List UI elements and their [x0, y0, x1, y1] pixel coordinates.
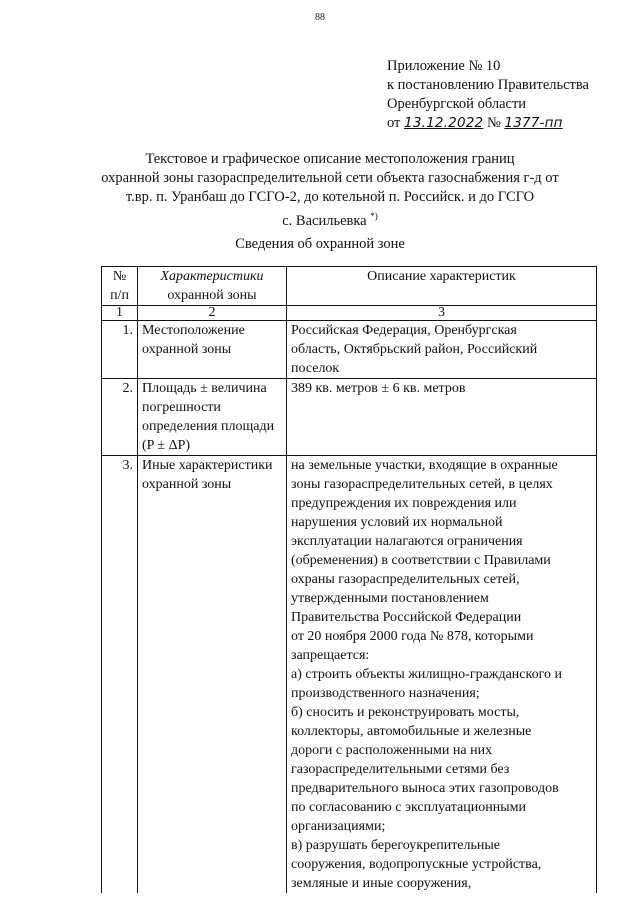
- desc-line: Российская Федерация, Оренбургская: [291, 323, 517, 338]
- desc-line: охраны газораспределительных сетей,: [291, 572, 520, 587]
- col-number-1: 1: [102, 306, 138, 321]
- desc-line: в) разрушать берегоукрепительные: [291, 838, 501, 853]
- desc-line: сооружения, водопропускные устройства,: [291, 857, 542, 872]
- desc-line: газораспределительными сетями без: [291, 762, 510, 777]
- header-characteristics: [138, 267, 287, 306]
- table-row: [102, 321, 597, 379]
- appendix-block: [387, 57, 627, 133]
- char-line: погрешности: [142, 400, 221, 415]
- title-line-4: [80, 207, 580, 231]
- page-number: 88: [315, 12, 325, 23]
- row-number: 3.: [102, 456, 138, 894]
- col-number-2: 2: [138, 306, 287, 321]
- desc-line: предупреждения их повреждения или: [291, 496, 517, 511]
- header-description: Описание характеристик: [287, 267, 597, 306]
- char-line: охранной зоны: [142, 477, 232, 492]
- desc-line: утвержденными постановлением: [291, 591, 489, 606]
- desc-line: запрещается:: [291, 648, 370, 663]
- header-num-line-2: п/п: [110, 288, 129, 303]
- col-number-3: 3: [287, 306, 597, 321]
- char-line: Иные характеристики: [142, 458, 273, 473]
- row-characteristic: [138, 456, 287, 894]
- row-characteristic: [138, 321, 287, 379]
- appendix-date: 13.12.2022: [404, 115, 484, 131]
- char-line: охранной зоны: [142, 342, 232, 357]
- title-line-2: охранной зоны газораспределительной сети объекта газоснабжения г-д от: [101, 170, 559, 186]
- row-number: 2.: [102, 379, 138, 456]
- char-line: Площадь ± величина: [142, 381, 267, 396]
- desc-line: дороги с расположенными на них: [291, 743, 493, 758]
- title-line-3: т.вр. п. Уранбаш до ГСГО-2, до котельной п. Российск. и до ГСГО: [125, 189, 535, 205]
- desc-line: от 20 ноября 2000 года № 878, которыми: [291, 629, 534, 644]
- document-title: [80, 150, 580, 231]
- row-description: [287, 379, 597, 456]
- char-line: (P ± ΔP): [142, 438, 191, 453]
- title-line-1: Текстовое и графическое описание местоположения границ: [145, 151, 515, 167]
- header-char-line-2: охранной зоны: [167, 288, 257, 303]
- section-subtitle: Сведения об охранной зоне: [235, 236, 405, 252]
- appendix-line-3: Оренбургской области: [387, 96, 527, 112]
- desc-line: область, Октябрьский район, Российский: [291, 342, 538, 357]
- appendix-number: 1377-пп: [504, 115, 563, 131]
- desc-line: 389 кв. метров ± 6 кв. метров: [291, 381, 466, 396]
- header-char-line-1: Характеристики: [160, 269, 264, 284]
- appendix-line-4: [387, 114, 627, 133]
- row-description: [287, 321, 597, 379]
- desc-line: на земельные участки, входящие в охранные: [291, 458, 558, 473]
- desc-line: поселок: [291, 361, 340, 376]
- table-row: [102, 379, 597, 456]
- desc-line: производственного назначения;: [291, 686, 480, 701]
- row-description: [287, 456, 597, 894]
- desc-line: земляные и иные сооружения,: [291, 876, 472, 891]
- table-header-row: [102, 267, 597, 306]
- char-line: определения площади: [142, 419, 275, 434]
- desc-line: зоны газораспределительных сетей, в целях: [291, 477, 553, 492]
- desc-line: по согласованию с эксплуатационными: [291, 800, 526, 815]
- desc-line: б) сносить и реконструировать мосты,: [291, 705, 520, 720]
- desc-line: Правительства Российской Федерации: [291, 610, 522, 625]
- footnote-mark: *): [370, 211, 378, 221]
- column-number-row: [102, 306, 597, 321]
- desc-line: (обременения) в соответствии с Правилами: [291, 553, 551, 568]
- desc-line: а) строить объекты жилищно-гражданского и: [291, 667, 562, 682]
- appendix-from-prefix: от: [387, 115, 401, 131]
- desc-line: нарушения условий их нормальной: [291, 515, 503, 530]
- desc-line: предварительного выноса этих газопроводов: [291, 781, 559, 796]
- desc-line: коллекторы, автомобильные и железные: [291, 724, 532, 739]
- row-characteristic: [138, 379, 287, 456]
- appendix-line-1: Приложение № 10: [387, 58, 501, 74]
- appendix-line-2: к постановлению Правительства: [387, 77, 589, 93]
- desc-line: организациями;: [291, 819, 386, 834]
- row-number: 1.: [102, 321, 138, 379]
- appendix-num-sign: №: [486, 115, 501, 131]
- header-num-line-1: №: [112, 269, 127, 284]
- desc-line: эксплуатации налагаются ограничения: [291, 534, 523, 549]
- table-row: [102, 456, 597, 894]
- title-line-4-text: с. Васильевка: [282, 212, 367, 229]
- header-num: [102, 267, 138, 306]
- protected-zone-table: [101, 266, 597, 893]
- char-line: Местоположение: [142, 323, 245, 338]
